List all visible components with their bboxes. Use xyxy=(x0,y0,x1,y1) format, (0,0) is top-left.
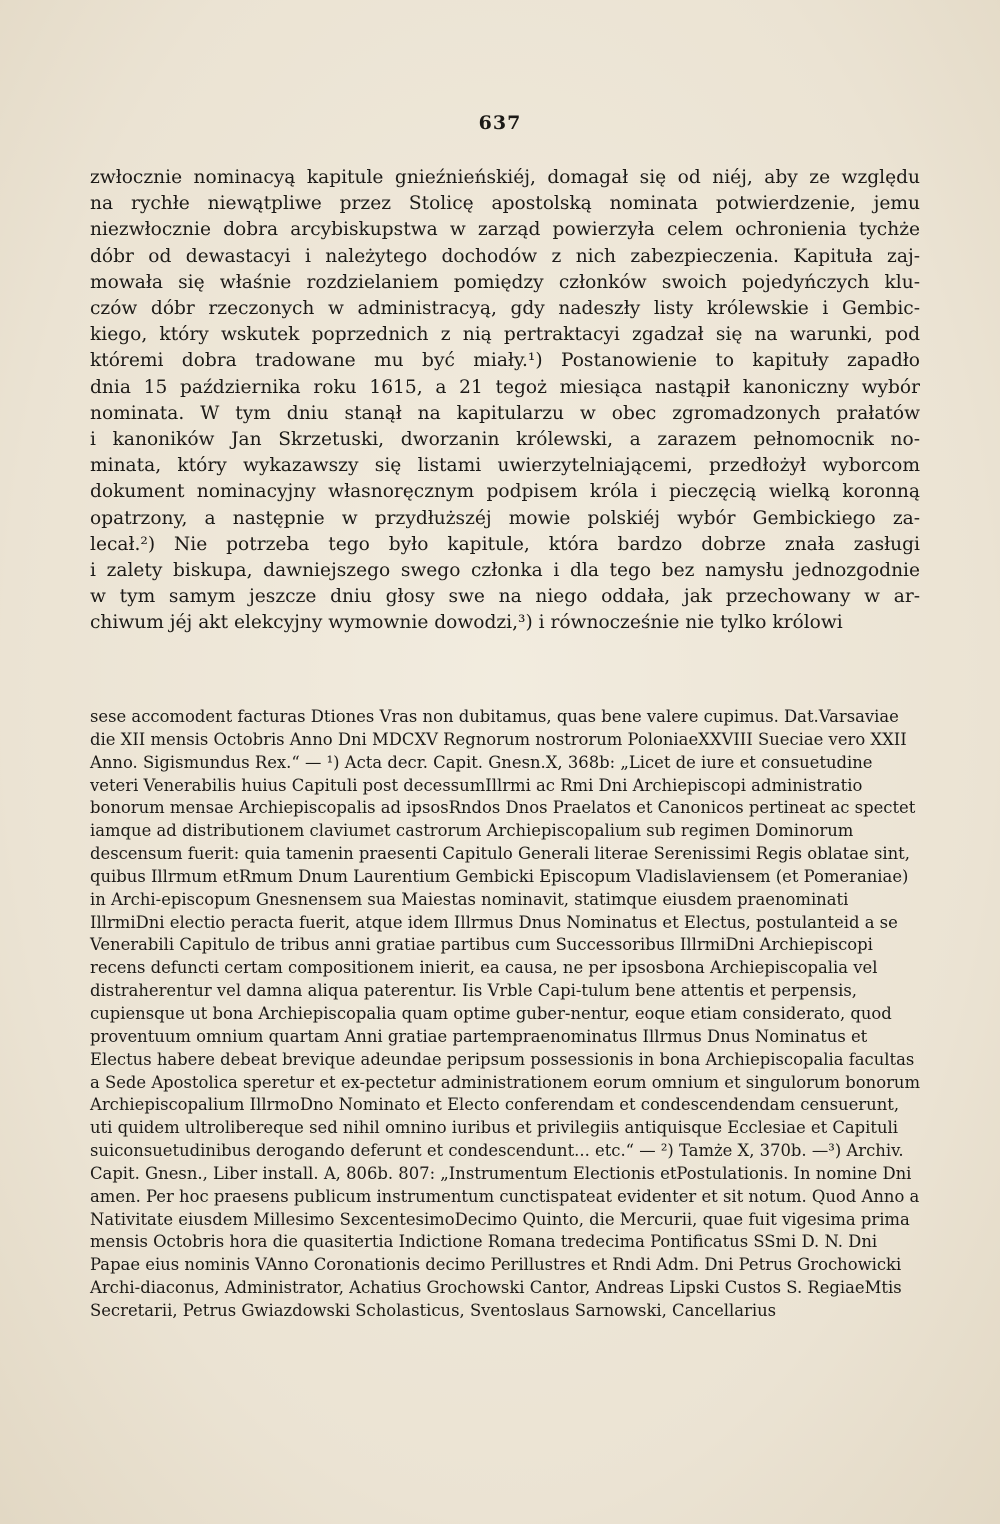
footnote-line: Dno Nominato et Electo conferendam et condescendendam censuerunt, uti quidem ultro xyxy=(90,1095,900,1138)
body-text-line: dnia 15 października roku 1615, a 21 tegoż miesiąca nastąpił kanoniczny wybór xyxy=(90,376,920,398)
footnote-line: diaconus, Administrator, Achatius Grochowski Cantor, Andreas Lipski Custos S. Regiae xyxy=(140,1278,865,1298)
body-text-line: dokument nominacyjny własnoręcznym podpisem króla i pieczęcią wielką koronną xyxy=(90,481,920,503)
footnote-line: ³) Archiv. Capit. Gnesn., Liber install. A, 806b. 807: „Instrumentum Electionis et xyxy=(90,1141,904,1183)
footnote-line: episcopum Gnesnensem sua Maiestas nominavit, statimque eiusdem praenominati Illrmi xyxy=(90,889,849,932)
footnote-line: libereque sed nihil omnino iuribus et privilegiis antiquisque Ecclesiae et Capituli sui xyxy=(90,1118,899,1161)
body-text-line: niezwłocznie dobra arcybiskupstwa w zarząd powierzyła celem ochronienia tychże xyxy=(90,219,920,241)
footnote-line: Rndos Dnos Praelatos et Canonicos pertineat ac spectet iamque ad distributionem clavium xyxy=(90,798,916,841)
body-text-line: mowała się właśnie rozdzielaniem pomiędzy członków swoich pojedyńczych klu- xyxy=(90,271,920,293)
body-text-line: minata, który wykazawszy się listami uwierzytelniającemi, przedłożył wyborcom xyxy=(90,455,920,477)
footnote-line: pateat evidenter et sit notum. Quod Anno a Nativitate eiusdem Millesimo Sexcentesimo xyxy=(90,1186,920,1229)
footnote-line: id a se Venerabili Capitulo de tribus anni gratiae partibus cum Successoribus Illrmi xyxy=(90,912,898,955)
footnote-line: Dni electio peracta fuerit, atque idem Illrmus Dnus Nominatus et Electus, postulante xyxy=(135,912,844,932)
body-text-line: lecał.²) Nie potrzeba tego było kapitule, która bardzo dobrze znała zasługi xyxy=(90,533,920,555)
footnote-line: X, 368b: „Licet de iure et consuetudine veteri Venerabilis huius Capituli post decessum xyxy=(90,752,873,795)
footnote-line: nentur, eoque etiam considerato, quod proventuum omnium quartam Anni gratiae partem xyxy=(90,1003,892,1046)
body-text-line: i kanoników Jan Skrzetuski, dworzanin królewski, a zarazem pełnomocnik no- xyxy=(90,429,920,451)
footnotes-block xyxy=(90,706,920,1323)
body-text-line: zwłocznie nominacyą kapitule gnieźnieńskiéj, domagał się od niéj, aby ze względu xyxy=(90,167,920,188)
footnote-line: bona Archiepiscopalia vel distraherentur vel damna aliqua paterentur. Iis Vrble Capi- xyxy=(90,958,878,1001)
footnote-line: in praesenti Capitulo Generali literae Serenissimi Regis oblatae sint, quibus Illrmum et xyxy=(90,844,910,886)
footnote-line: Rmum Dnum Laurentium Gembicki Episcopum Vladislaviensem (et Pomeraniae) in Archi- xyxy=(90,866,909,909)
footnote-line: Mtis Secretarii, Petrus Gwiazdowski Scholasticus, Sventoslaus Sarnowski, Cancellarius xyxy=(90,1278,902,1320)
body-text-line: na rychłe niewątpliwe przez Stolicę apostolską nominata potwierdzenie, jemu xyxy=(90,193,920,215)
body-text-line: w tym samym jeszcze dniu głosy swe na niego oddała, jak przechowany w ar- xyxy=(90,586,920,608)
page-number: 637 xyxy=(478,112,522,134)
body-text-line: kiego, który wskutek poprzednich z nią pertraktacyi zgadzał się na warunki, pod xyxy=(90,324,920,346)
footnote-line: ipsum possessionis in bona Archiepiscopalia facultas a Sede Apostolica speretur et ex- xyxy=(90,1049,915,1092)
body-text-line: któremi dobra tradowane mu być miały.¹) Postanowienie to kapituły zapadło xyxy=(90,350,920,372)
footnote-line: Varsaviae die XII mensis Octobris Anno Dni MDCXV Regnorum nostrorum Poloniae xyxy=(90,707,899,749)
body-text-line: czów dóbr rzeczonych w administracyą, gdy nadeszły listy królewskie i Gembic- xyxy=(90,298,920,320)
footnote-line: Illrmi ac Rmi Dni Archiepiscopi administratio bonorum mensae Archiepiscopalis ad ipsos xyxy=(90,775,863,818)
footnote-line: pectetur administrationem eorum omnium et singulorum bonorum Archiepiscopalium Illrmo xyxy=(90,1072,921,1115)
body-text-line: chiwum jéj akt elekcyjny wymownie dowodzi,³) i równocześnie nie tylko królowi xyxy=(90,612,843,634)
footnote-line: sese accomodent facturas Dtiones Vras non dubitamus, quas bene valere cupimus. Dat. xyxy=(90,707,819,726)
footnote-line: Dni Archiepiscopi recens defuncti certam compositionem inierit, ea causa, ne per ipsos xyxy=(90,935,873,978)
footnote-line: XXVIII Sueciae vero XXII Anno. Sigismundus Rex.“ — ¹) Acta decr. Capit. Gnesn. xyxy=(90,729,907,772)
footnote-line: Anno Coronationis decimo Perillustres et Rndi Adm. Dni Petrus Grochowicki Archi- xyxy=(90,1255,902,1298)
footnote-line: tertia Indictione Romana tredecima Pontificatus SSmi D. N. Dni Papae eius nominis V xyxy=(90,1232,878,1275)
footnote-line: tulum bene attentis et perpensis, cupiensque ut bona Archiepiscopalia quam optime guber- xyxy=(90,981,857,1023)
body-text-line: dóbr od dewastacyi i należytego dochodów z nich zabezpieczenia. Kapituła zaj- xyxy=(90,245,920,267)
footnote-line: praenominatus Illrmus Dnus Nominatus et Electus habere debeat brevique adeundae per xyxy=(90,1026,868,1069)
body-text-line: nominata. W tym dniu stanął na kapitularzu w obec zgromadzonych prałatów xyxy=(90,402,920,424)
main-body-text xyxy=(90,165,920,637)
footnote-line: et castrorum Archiepiscopalium sub regimen Dominorum descensum fuerit: quia tamen xyxy=(90,821,854,864)
body-text-line: i zalety biskupa, dawniejszego swego członka i dla tego bez namysłu jednozgodnie xyxy=(90,560,920,582)
footnote-line: consuetudinibus derogando deferunt et condescendunt... etc.“ — ²) Tamże X, 370b. — xyxy=(114,1141,829,1161)
footnote-line: Decimo Quinto, die Mercurii, quae fuit vigesima prima mensis Octobris hora die quasi xyxy=(90,1209,910,1252)
footnote-line: Postulationis. In nomine Dni amen. Per hoc praesens publicum instrumentum cunctis xyxy=(90,1163,912,1206)
body-text-line: opatrzony, a następnie w przydłuższéj mowie polskiéj wybór Gembickiego za- xyxy=(90,507,920,529)
